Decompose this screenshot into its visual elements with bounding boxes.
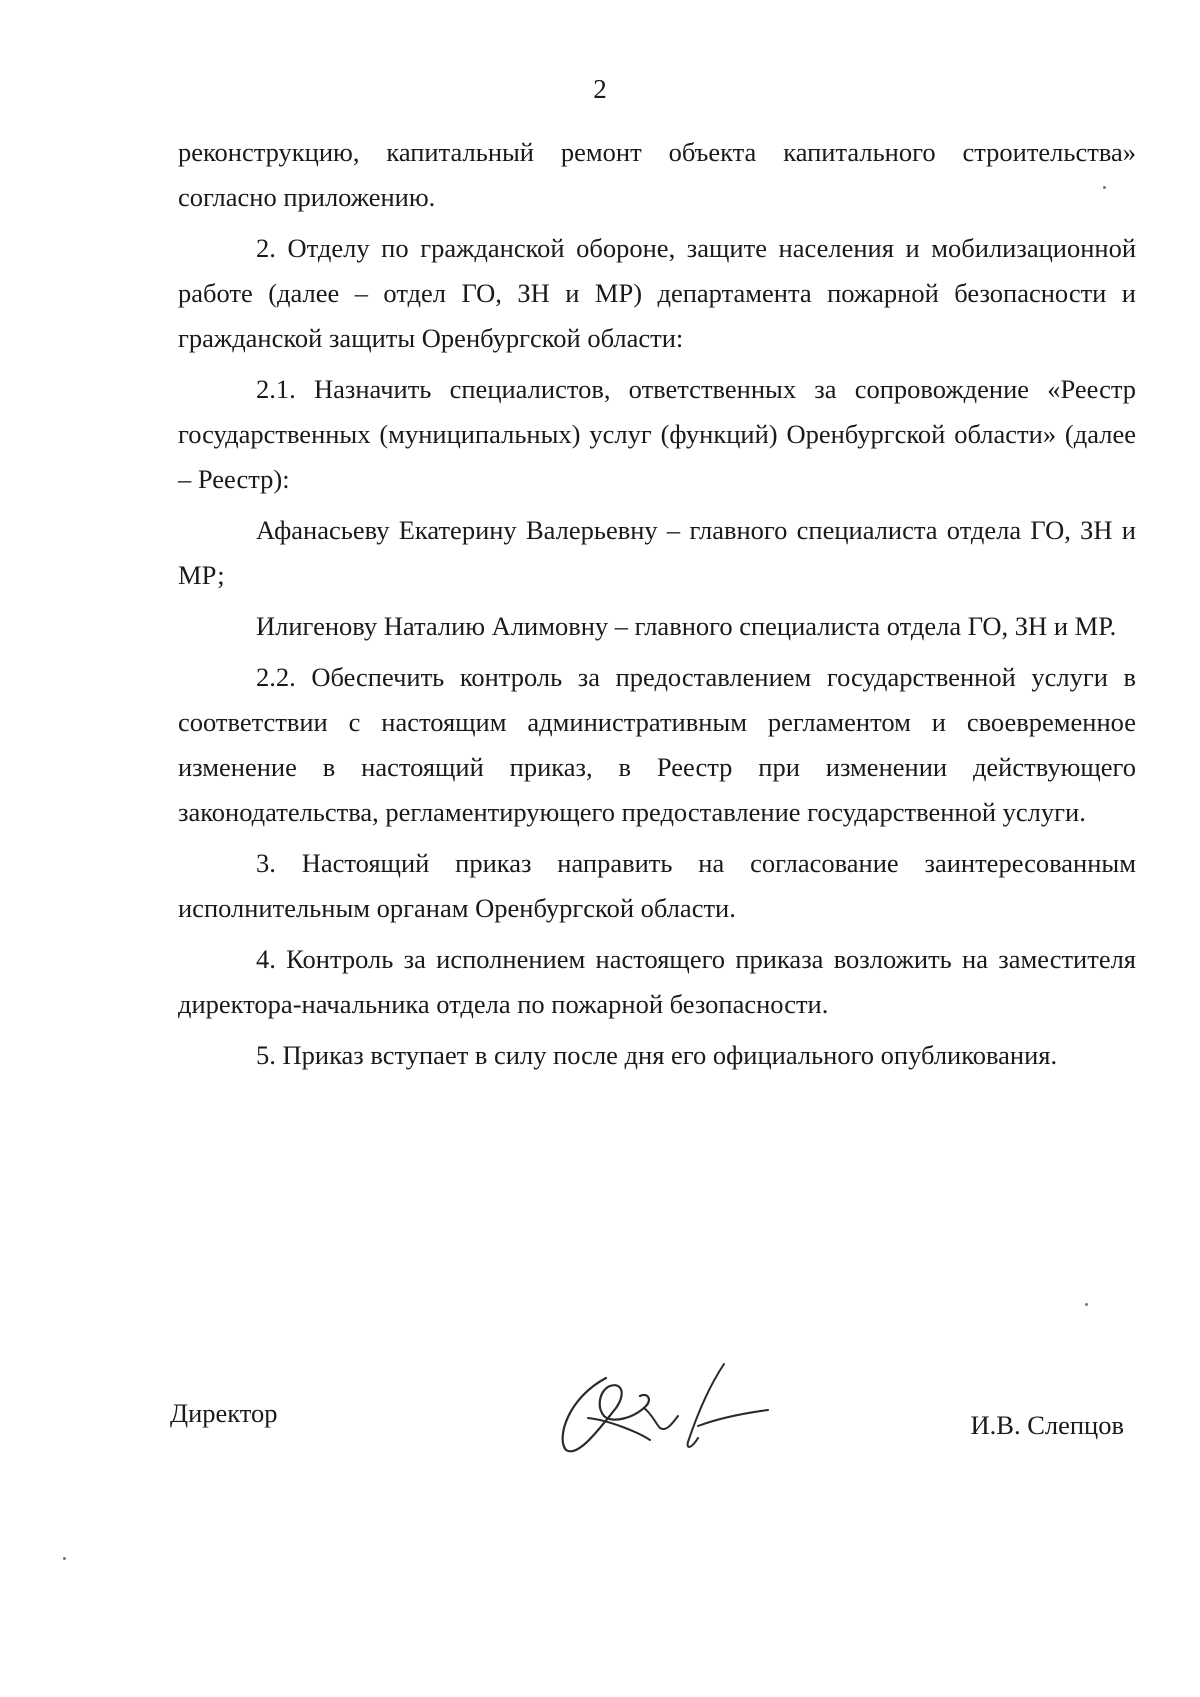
paragraph-item-2: 2. Отделу по гражданской обороне, защите населения и мобилизационной работе (далее – отдел ГО, ЗН и МР) департамента пожарной безопасности и гражданской защиты Оренбургской области: bbox=[178, 233, 1136, 353]
document-body bbox=[178, 130, 1136, 1084]
signatory-title: Директор bbox=[170, 1398, 278, 1428]
paragraph-item-2-2: 2.2. Обеспечить контроль за предоставлением государственной услуги в соответствии с настоящим административным регламентом и своевременное изменение в настоящий приказ, в Реестр при изменении действующего законодательства, регламентирующего предоставление государственной услуги. bbox=[178, 662, 1136, 827]
signature-block bbox=[170, 1380, 1136, 1510]
handwritten-signature bbox=[548, 1358, 788, 1478]
paragraph-continuation: реконструкцию, капитальный ремонт объекта капитального строительства» согласно приложению. bbox=[178, 137, 1136, 212]
paragraph-specialist-1: Афанасьеву Екатерину Валерьевну – главного специалиста отдела ГО, ЗН и МР; bbox=[178, 515, 1136, 590]
scan-speck bbox=[1085, 1303, 1088, 1306]
paragraph-item-3: 3. Настоящий приказ направить на согласование заинтересованным исполнительным органам Оренбургской области. bbox=[178, 848, 1136, 923]
scan-speck bbox=[1103, 186, 1106, 189]
paragraph-item-5: 5. Приказ вступает в силу после дня его официального опубликования. bbox=[256, 1040, 1058, 1070]
paragraph-item-2-1: 2.1. Назначить специалистов, ответственных за сопровождение «Реестр государственных (муниципальных) услуг (функций) Оренбургской области» (далее – Реестр): bbox=[178, 374, 1136, 494]
paragraph-item-4: 4. Контроль за исполнением настоящего приказа возложить на заместителя директора-начальника отдела по пожарной безопасности. bbox=[178, 944, 1136, 1019]
scan-speck bbox=[63, 1557, 66, 1560]
paragraph-specialist-2: Илигенову Наталию Алимовну – главного специалиста отдела ГО, ЗН и МР. bbox=[256, 611, 1117, 641]
signatory-name: И.В. Слепцов bbox=[970, 1410, 1124, 1440]
page-number: 2 bbox=[593, 74, 607, 104]
